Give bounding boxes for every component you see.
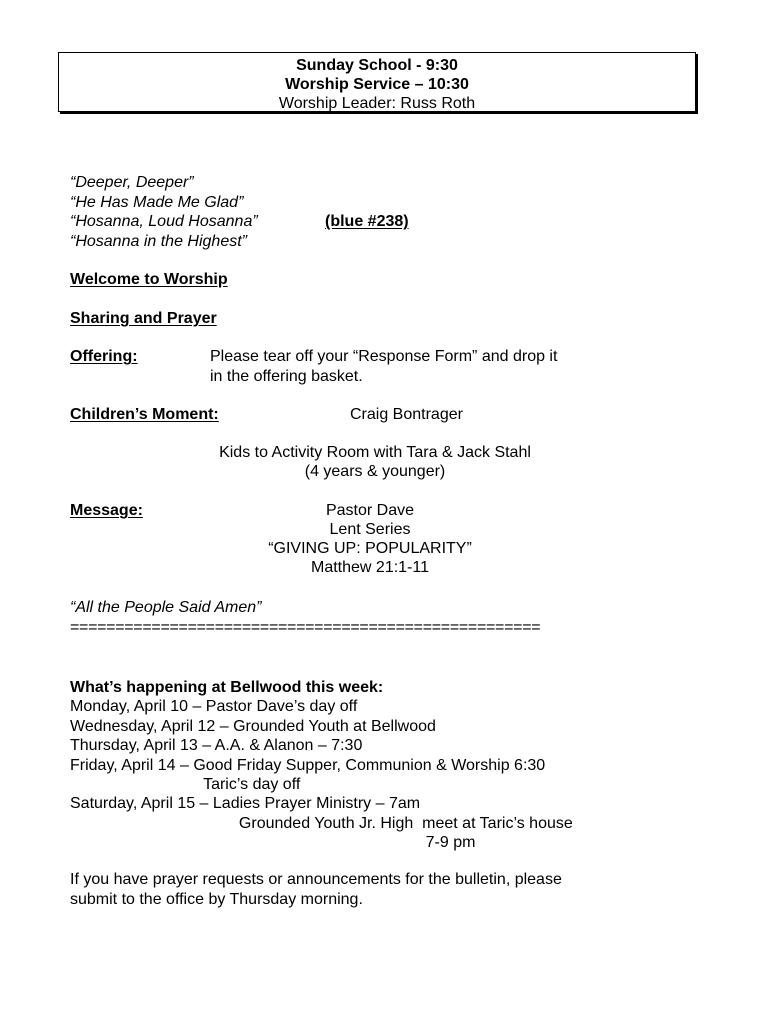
closing-song: “All the People Said Amen” bbox=[70, 599, 262, 616]
event-line: Taric’s day off bbox=[70, 776, 301, 794]
event-line: Wednesday, April 12 – Grounded Youth at Bellwood bbox=[70, 717, 436, 735]
event-line: 7-9 pm bbox=[70, 834, 476, 852]
kids-activity-line: Kids to Activity Room with Tara & Jack Stahl bbox=[219, 444, 531, 461]
event-line: Thursday, April 13 – A.A. & Alanon – 7:30 bbox=[70, 737, 363, 755]
hymn-item: “Deeper, Deeper” bbox=[70, 174, 194, 191]
childrens-moment-details bbox=[200, 443, 550, 481]
message-speaker: Pastor Dave bbox=[325, 502, 415, 519]
offering-text-line1: Please tear off your “Response Form” and drop it bbox=[210, 348, 558, 365]
offering-label: Offering: bbox=[70, 348, 138, 365]
childrens-moment-leader: Craig Bontrager bbox=[350, 406, 463, 423]
message-details bbox=[220, 501, 520, 577]
event-line: Grounded Youth Jr. High meet at Taric’s house bbox=[70, 814, 573, 832]
sunday-school-time: Sunday School - 9:30 bbox=[296, 57, 458, 74]
childrens-moment-label: Children’s Moment: bbox=[70, 406, 219, 423]
event-line: Saturday, April 15 – Ladies Prayer Ministry – 7am bbox=[70, 795, 421, 813]
message-series: Lent Series bbox=[329, 521, 411, 538]
hymn-item: “He Has Made Me Glad” bbox=[70, 193, 244, 211]
hymn-item: “Hosanna, Loud Hosanna” bbox=[70, 213, 258, 230]
offering-text-line2: in the offering basket. bbox=[210, 368, 363, 385]
closing-note bbox=[70, 870, 562, 909]
kids-age-line: (4 years & younger) bbox=[304, 463, 446, 480]
hymn-item: “Hosanna in the Highest” bbox=[70, 232, 247, 250]
sharing-heading: Sharing and Prayer bbox=[70, 310, 217, 327]
worship-leader: Worship Leader: Russ Roth bbox=[278, 95, 476, 112]
divider-line: ==================================================== bbox=[70, 619, 541, 636]
weekly-events-heading: What’s happening at Bellwood this week: bbox=[70, 679, 384, 696]
event-line: Monday, April 10 – Pastor Dave’s day off bbox=[70, 698, 358, 716]
weekly-events bbox=[70, 678, 573, 853]
closing-note-line2: submit to the office by Thursday morning. bbox=[70, 890, 363, 908]
worship-service-time: Worship Service – 10:30 bbox=[285, 76, 469, 93]
event-line: Friday, April 14 – Good Friday Supper, Communion & Worship 6:30 bbox=[70, 756, 546, 774]
hymnal-reference: (blue #238) bbox=[325, 213, 409, 230]
welcome-heading: Welcome to Worship bbox=[70, 271, 228, 288]
message-label: Message: bbox=[70, 502, 143, 519]
hymn-list bbox=[70, 173, 258, 251]
message-title: “GIVING UP: POPULARITY” bbox=[268, 540, 472, 557]
closing-note-line1: If you have prayer requests or announcements for the bulletin, please bbox=[70, 871, 562, 888]
service-times-box bbox=[58, 52, 696, 112]
message-scripture: Matthew 21:1-11 bbox=[311, 559, 429, 576]
